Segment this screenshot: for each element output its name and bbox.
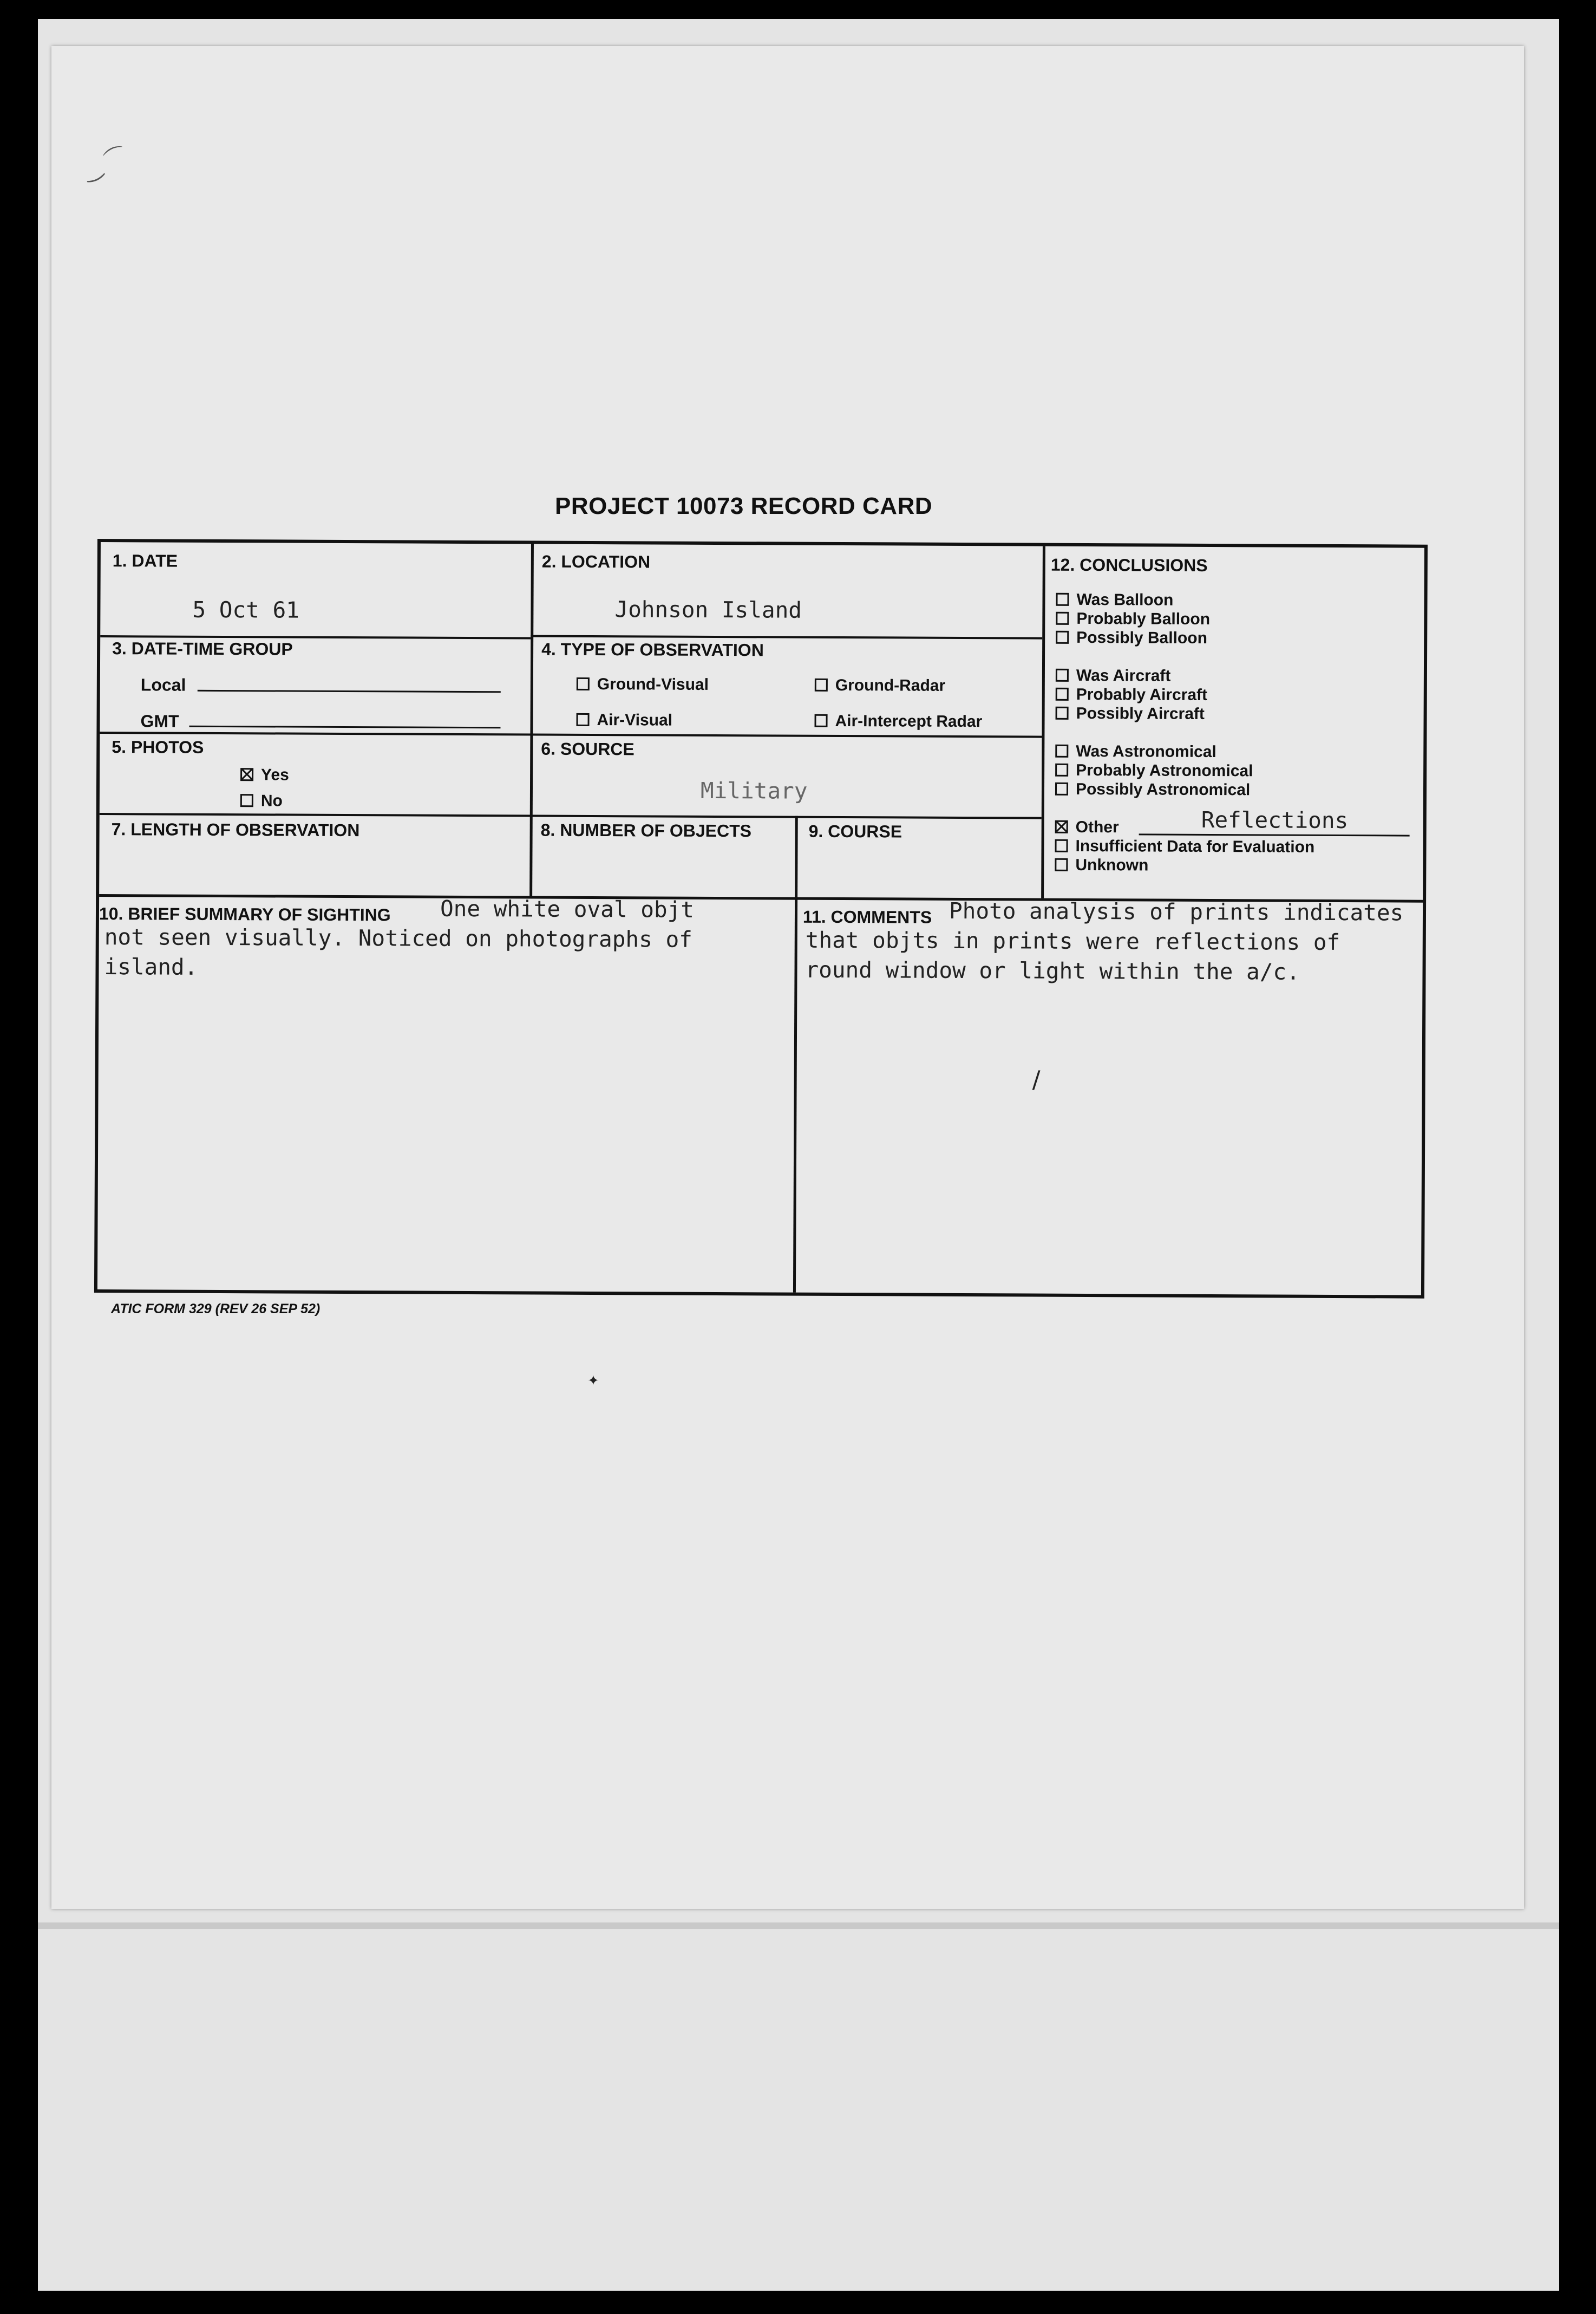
type-label: 4. TYPE OF OBSERVATION <box>541 639 764 660</box>
form-footer: ATIC FORM 329 (REV 26 SEP 52) <box>111 1301 320 1316</box>
option-air-visual: Air-Visual <box>576 711 672 730</box>
divider-row-1 <box>531 635 1042 639</box>
pencil-tick-mark: / <box>1032 1066 1041 1094</box>
checkbox-icon <box>1055 745 1068 758</box>
source-value: Military <box>700 777 808 804</box>
checkbox-icon <box>814 714 827 727</box>
checked-box-icon <box>240 768 253 781</box>
checkbox-icon <box>240 794 253 807</box>
checkbox-icon <box>1056 612 1069 625</box>
conclusion-probably-astronomical: Probably Astronomical <box>1055 761 1253 781</box>
gmt-label: GMT <box>140 711 179 731</box>
photos-label: 5. PHOTOS <box>112 737 204 757</box>
divider-col-2 <box>1041 546 1045 898</box>
location-value: Johnson Island <box>614 596 802 623</box>
comments-line-1: Photo analysis of prints indicates <box>949 897 1404 926</box>
divider-col-1 <box>529 544 534 896</box>
length-label: 7. LENGTH OF OBSERVATION <box>111 819 360 840</box>
conclusion-other: Other <box>1055 818 1119 837</box>
source-label: 6. SOURCE <box>541 739 635 759</box>
checkbox-icon <box>815 679 828 692</box>
checkbox-icon <box>1055 764 1068 777</box>
conclusion-unknown: Unknown <box>1055 856 1148 875</box>
summary-line-2: not seen visually. Noticed on photographs of <box>104 924 692 953</box>
checkbox-icon <box>1055 783 1068 796</box>
location-label: 2. LOCATION <box>541 551 651 572</box>
comments-line-2: that objts in prints were reflections of <box>805 927 1340 956</box>
option-photos-no: No <box>240 792 283 810</box>
other-value: Reflections <box>1201 806 1349 834</box>
conclusion-was-astronomical: Was Astronomical <box>1055 742 1216 761</box>
other-line <box>1139 833 1410 836</box>
option-ground-radar: Ground-Radar <box>815 676 945 695</box>
option-air-intercept-radar: Air-Intercept Radar <box>814 712 982 731</box>
card-title: PROJECT 10073 RECORD CARD <box>555 493 933 519</box>
comments-line-3: round window or light within the a/c. <box>805 956 1300 985</box>
conclusion-probably-balloon: Probably Balloon <box>1056 610 1210 629</box>
divider-col-bottom <box>793 897 797 1293</box>
conclusion-insufficient-data: Insufficient Data for Evaluation <box>1055 837 1314 857</box>
comments-label: 11. COMMENTS <box>802 907 932 927</box>
number-objects-label: 8. NUMBER OF OBJECTS <box>540 820 752 841</box>
summary-line-1: One white oval objt <box>440 895 695 923</box>
checkbox-icon <box>1056 707 1069 720</box>
corner-pencil-mark: ‿ ⌒ <box>79 142 132 185</box>
local-line <box>198 690 501 693</box>
checkbox-icon <box>576 713 589 726</box>
divider-col-course <box>795 816 798 897</box>
option-photos-yes: Yes <box>240 766 289 784</box>
checkbox-icon <box>1056 631 1069 644</box>
checkbox-icon <box>1055 839 1068 852</box>
speck-mark: ✦ <box>587 1373 599 1389</box>
record-form <box>94 539 1428 1299</box>
conclusion-was-balloon: Was Balloon <box>1056 591 1173 610</box>
conclusions-label: 12. CONCLUSIONS <box>1050 555 1208 575</box>
checkbox-icon <box>577 677 590 690</box>
checkbox-icon <box>1056 688 1069 701</box>
checkbox-icon <box>1056 593 1069 606</box>
datetime-label: 3. DATE-TIME GROUP <box>112 638 293 659</box>
date-label: 1. DATE <box>112 551 178 571</box>
date-value: 5 Oct 61 <box>192 596 300 623</box>
divider-row-3 <box>100 813 1042 819</box>
summary-line-3: island. <box>104 954 198 980</box>
conclusion-possibly-aircraft: Possibly Aircraft <box>1056 705 1205 723</box>
checkbox-icon <box>1056 669 1069 682</box>
gmt-line <box>189 726 500 729</box>
conclusion-probably-aircraft: Probably Aircraft <box>1056 686 1207 705</box>
option-ground-visual: Ground-Visual <box>577 675 709 694</box>
local-label: Local <box>140 675 186 695</box>
conclusion-was-aircraft: Was Aircraft <box>1056 667 1171 686</box>
summary-label: 10. BRIEF SUMMARY OF SIGHTING <box>99 904 391 925</box>
course-label: 9. COURSE <box>808 821 902 842</box>
conclusion-possibly-balloon: Possibly Balloon <box>1056 629 1207 648</box>
checkbox-icon <box>1055 858 1068 871</box>
conclusion-possibly-astronomical: Possibly Astronomical <box>1055 780 1250 800</box>
checked-box-icon <box>1055 820 1068 833</box>
scan-edge-band <box>38 1922 1559 1929</box>
divider-row-2 <box>100 732 1042 738</box>
